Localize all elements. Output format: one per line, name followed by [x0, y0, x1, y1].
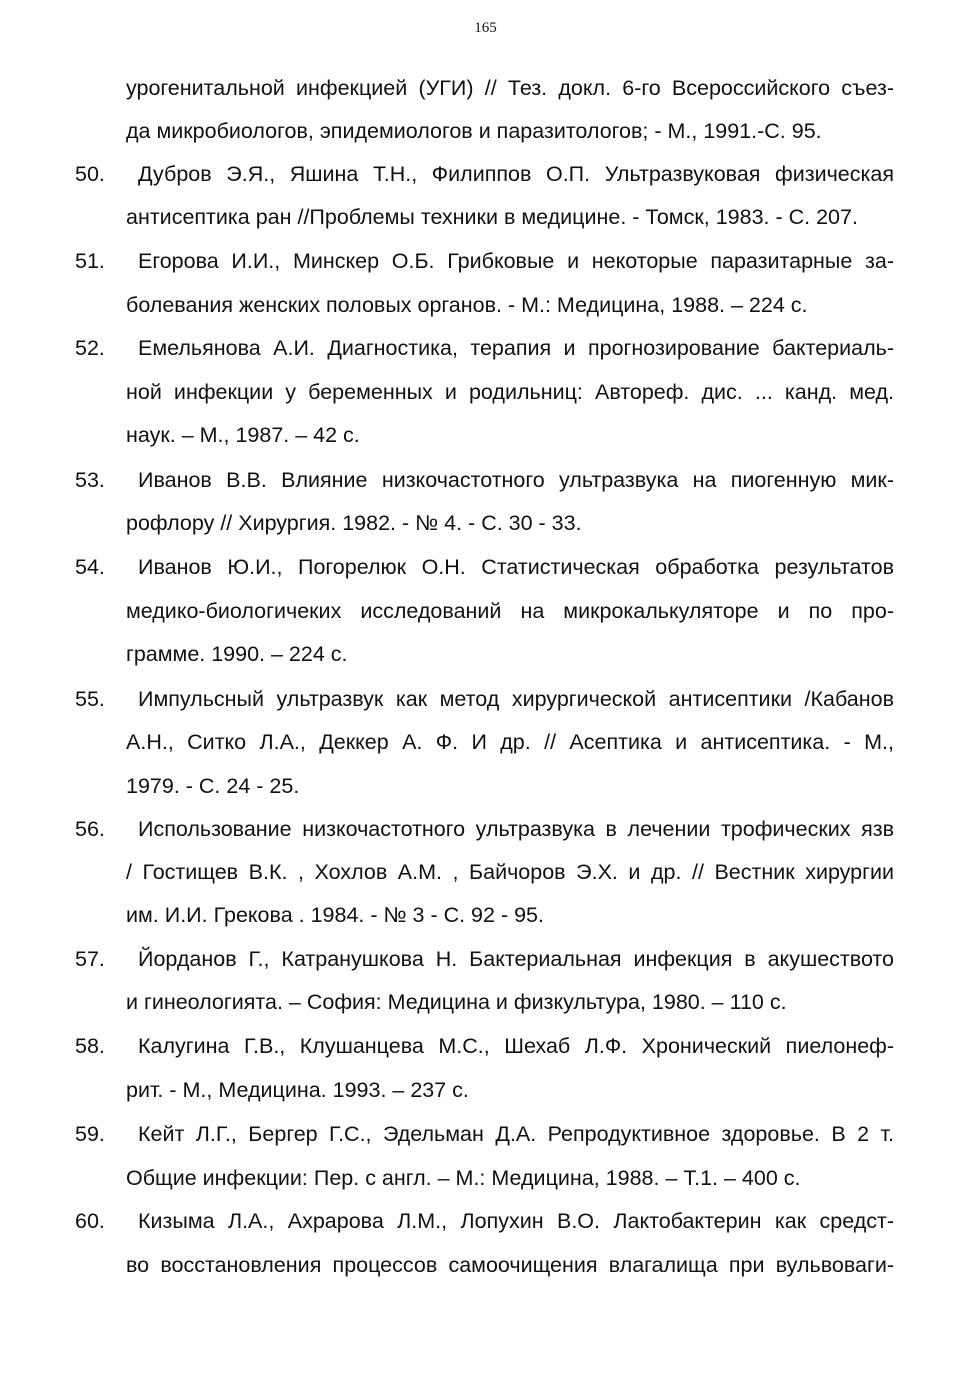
reference-number: 56.	[75, 817, 105, 841]
reference-line: ной инфекции у беременных и родильниц: Автореф. дис. ... канд. мед.	[126, 380, 894, 404]
reference-number: 50.	[75, 162, 105, 186]
reference-line: / Гостищев В.К. , Хохлов А.М. , Байчоров Э.Х. и др. // Вестник хирургии	[126, 860, 894, 884]
reference-number: 55.	[75, 687, 105, 711]
reference-line: Емельянова А.И. Диагностика, терапия и прогнозирование бактериаль-	[138, 336, 894, 360]
reference-line: Использование низкочастотного ультразвука в лечении трофических язв	[138, 817, 894, 841]
reference-line: болевания женских половых органов. - М.: Медицина, 1988. – 224 с.	[126, 293, 808, 317]
reference-line: Иванов Ю.И., Погорелюк О.Н. Статистическая обработка результатов	[138, 555, 894, 579]
reference-line: Калугина Г.В., Клушанцева М.С., Шехаб Л.Ф. Хронический пиелонеф-	[138, 1034, 894, 1058]
continuation-line: да микробиологов, эпидемиологов и паразитологов; - М., 1991.-С. 95.	[126, 119, 822, 143]
reference-line: медико-биологичеких исследований на микрокалькуляторе и по про-	[126, 599, 894, 623]
reference-line: рит. - М., Медицина. 1993. – 237 с.	[126, 1078, 469, 1102]
reference-line: А.Н., Ситко Л.А., Деккер А. Ф. И др. // Асептика и антисептика. - М.,	[126, 730, 894, 754]
reference-line: рофлору // Хирургия. 1982. - № 4. - С. 30 - 33.	[126, 511, 582, 535]
reference-line: Дубров Э.Я., Яшина Т.Н., Филиппов О.П. Ультразвуковая физическая	[138, 162, 894, 186]
reference-line: Кизыма Л.А., Ахрарова Л.М., Лопухин В.О. Лактобактерин как средст-	[138, 1209, 894, 1233]
reference-number: 57.	[75, 947, 105, 971]
reference-number: 54.	[75, 555, 105, 579]
continuation-line: урогенитальной инфекцией (УГИ) // Тез. докл. 6-го Всероссийского съез-	[126, 76, 894, 100]
reference-line: Иванов В.В. Влияние низкочастотного ультразвука на пиогенную мик-	[138, 468, 894, 492]
reference-number: 51.	[75, 249, 105, 273]
reference-line: Общие инфекции: Пер. с англ. – М.: Медицина, 1988. – Т.1. – 400 с.	[126, 1166, 801, 1190]
reference-line: грамме. 1990. – 224 с.	[126, 642, 348, 666]
reference-line: 1979. - С. 24 - 25.	[126, 774, 300, 798]
reference-line: Йорданов Г., Катранушкова Н. Бактериальная инфекция в акушеството	[138, 947, 894, 971]
reference-line: Кейт Л.Г., Бергер Г.С., Эдельман Д.А. Репродуктивное здоровье. В 2 т.	[138, 1122, 894, 1146]
reference-number: 52.	[75, 336, 105, 360]
page-number: 165	[474, 20, 497, 36]
reference-line: антисептика ран //Проблемы техники в медицине. - Томск, 1983. - С. 207.	[126, 205, 858, 229]
reference-line: наук. – М., 1987. – 42 с.	[126, 423, 360, 447]
reference-line: Импульсный ультразвук как метод хирургической антисептики /Кабанов	[138, 687, 894, 711]
reference-line: и гинеологията. – София: Медицина и физкультура, 1980. – 110 с.	[126, 990, 787, 1014]
reference-line: во восстановления процессов самоочищения влагалища при вульвоваги-	[126, 1253, 894, 1277]
reference-line: Егорова И.И., Минскер О.Б. Грибковые и некоторые паразитарные за-	[138, 249, 894, 273]
reference-number: 53.	[75, 468, 105, 492]
reference-number: 58.	[75, 1034, 105, 1058]
reference-line: им. И.И. Грекова . 1984. - № 3 - С. 92 - 95.	[126, 903, 544, 927]
reference-number: 59.	[75, 1122, 105, 1146]
reference-number: 60.	[75, 1209, 105, 1233]
